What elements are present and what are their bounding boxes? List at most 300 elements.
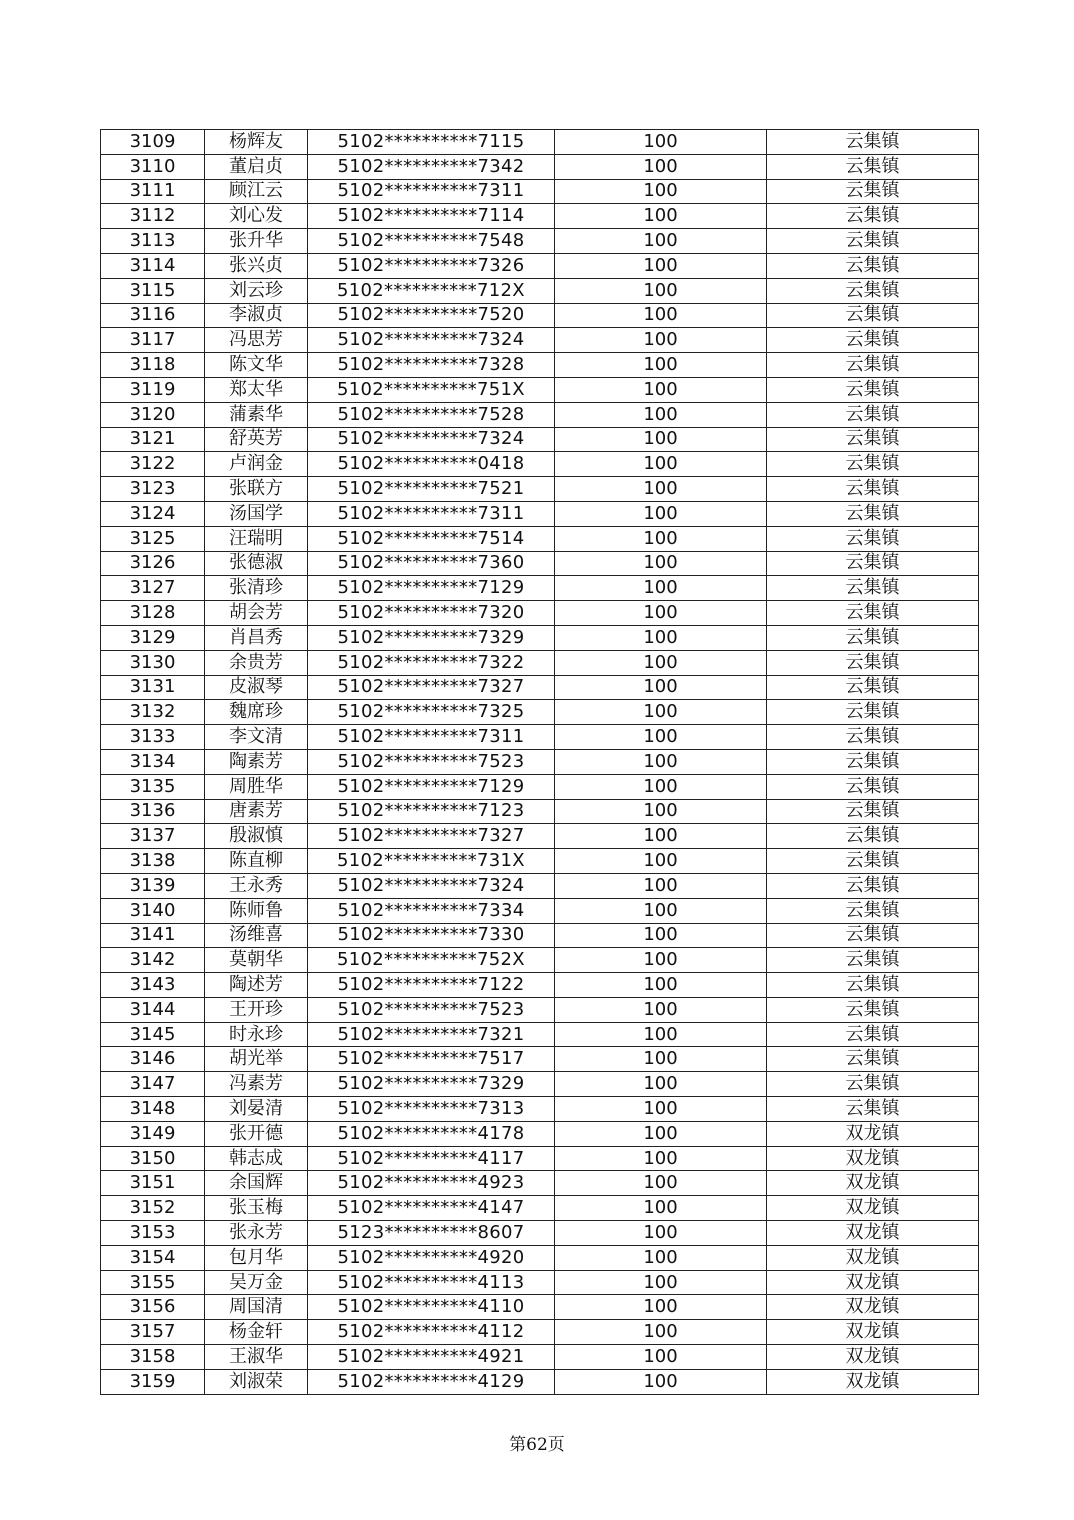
row-index-cell: 3110 xyxy=(101,154,205,179)
table-row xyxy=(101,774,979,799)
table-row xyxy=(101,229,979,254)
table-row xyxy=(101,1245,979,1270)
id-number-cell: 5102**********712X xyxy=(308,278,555,303)
row-index-cell: 3141 xyxy=(101,923,205,948)
amount-cell: 100 xyxy=(555,1047,767,1072)
name-cell: 张永芳 xyxy=(205,1221,308,1246)
amount-cell: 100 xyxy=(555,1022,767,1047)
table-row xyxy=(101,749,979,774)
row-index-cell: 3146 xyxy=(101,1047,205,1072)
name-cell: 汤国学 xyxy=(205,501,308,526)
amount-cell: 100 xyxy=(555,204,767,229)
table-row xyxy=(101,1221,979,1246)
amount-cell: 100 xyxy=(555,353,767,378)
row-index-cell: 3153 xyxy=(101,1221,205,1246)
table-row xyxy=(101,1097,979,1122)
name-cell: 张升华 xyxy=(205,229,308,254)
town-cell: 双龙镇 xyxy=(767,1369,979,1394)
table-row xyxy=(101,1146,979,1171)
amount-cell: 100 xyxy=(555,427,767,452)
row-index-cell: 3150 xyxy=(101,1146,205,1171)
id-number-cell: 5102**********7514 xyxy=(308,526,555,551)
amount-cell: 100 xyxy=(555,997,767,1022)
id-number-cell: 5102**********7114 xyxy=(308,204,555,229)
table-row xyxy=(101,700,979,725)
table-row xyxy=(101,799,979,824)
name-cell: 张兴贞 xyxy=(205,253,308,278)
town-cell: 双龙镇 xyxy=(767,1345,979,1370)
amount-cell: 100 xyxy=(555,402,767,427)
id-number-cell: 5102**********7325 xyxy=(308,700,555,725)
id-number-cell: 5102**********7342 xyxy=(308,154,555,179)
row-index-cell: 3117 xyxy=(101,328,205,353)
amount-cell: 100 xyxy=(555,328,767,353)
table-row xyxy=(101,675,979,700)
name-cell: 莫朝华 xyxy=(205,948,308,973)
name-cell: 胡会芳 xyxy=(205,601,308,626)
amount-cell: 100 xyxy=(555,1295,767,1320)
row-index-cell: 3116 xyxy=(101,303,205,328)
row-index-cell: 3142 xyxy=(101,948,205,973)
table-row xyxy=(101,873,979,898)
name-cell: 汤维喜 xyxy=(205,923,308,948)
id-number-cell: 5102**********7548 xyxy=(308,229,555,254)
table-row xyxy=(101,303,979,328)
roster-table-body xyxy=(101,130,979,1395)
page-number: 第62页 xyxy=(509,1435,565,1455)
name-cell: 肖昌秀 xyxy=(205,625,308,650)
town-cell: 云集镇 xyxy=(767,576,979,601)
row-index-cell: 3138 xyxy=(101,849,205,874)
name-cell: 刘心发 xyxy=(205,204,308,229)
table-row xyxy=(101,1369,979,1394)
row-index-cell: 3154 xyxy=(101,1245,205,1270)
town-cell: 云集镇 xyxy=(767,427,979,452)
name-cell: 张德淑 xyxy=(205,551,308,576)
id-number-cell: 5102**********7324 xyxy=(308,873,555,898)
amount-cell: 100 xyxy=(555,873,767,898)
name-cell: 殷淑慎 xyxy=(205,824,308,849)
id-number-cell: 5102**********7322 xyxy=(308,650,555,675)
name-cell: 冯素芳 xyxy=(205,1072,308,1097)
town-cell: 云集镇 xyxy=(767,452,979,477)
name-cell: 张开德 xyxy=(205,1121,308,1146)
table-row xyxy=(101,204,979,229)
town-cell: 云集镇 xyxy=(767,1047,979,1072)
town-cell: 云集镇 xyxy=(767,229,979,254)
amount-cell: 100 xyxy=(555,1171,767,1196)
row-index-cell: 3130 xyxy=(101,650,205,675)
town-cell: 云集镇 xyxy=(767,328,979,353)
row-index-cell: 3149 xyxy=(101,1121,205,1146)
town-cell: 云集镇 xyxy=(767,501,979,526)
table-row xyxy=(101,898,979,923)
amount-cell: 100 xyxy=(555,749,767,774)
amount-cell: 100 xyxy=(555,849,767,874)
town-cell: 云集镇 xyxy=(767,1097,979,1122)
table-row xyxy=(101,601,979,626)
amount-cell: 100 xyxy=(555,700,767,725)
id-number-cell: 5102**********7329 xyxy=(308,1072,555,1097)
row-index-cell: 3109 xyxy=(101,130,205,155)
id-number-cell: 5102**********7311 xyxy=(308,725,555,750)
amount-cell: 100 xyxy=(555,774,767,799)
table-row xyxy=(101,725,979,750)
name-cell: 张联方 xyxy=(205,477,308,502)
amount-cell: 100 xyxy=(555,898,767,923)
table-row xyxy=(101,154,979,179)
town-cell: 云集镇 xyxy=(767,303,979,328)
id-number-cell: 5102**********7122 xyxy=(308,973,555,998)
row-index-cell: 3125 xyxy=(101,526,205,551)
town-cell: 云集镇 xyxy=(767,749,979,774)
name-cell: 陶述芳 xyxy=(205,973,308,998)
name-cell: 蒲素华 xyxy=(205,402,308,427)
name-cell: 吴万金 xyxy=(205,1270,308,1295)
name-cell: 李淑贞 xyxy=(205,303,308,328)
amount-cell: 100 xyxy=(555,1320,767,1345)
id-number-cell: 5102**********7320 xyxy=(308,601,555,626)
id-number-cell: 5102**********7327 xyxy=(308,824,555,849)
name-cell: 张清珍 xyxy=(205,576,308,601)
town-cell: 云集镇 xyxy=(767,997,979,1022)
row-index-cell: 3155 xyxy=(101,1270,205,1295)
amount-cell: 100 xyxy=(555,725,767,750)
amount-cell: 100 xyxy=(555,973,767,998)
town-cell: 云集镇 xyxy=(767,1022,979,1047)
town-cell: 云集镇 xyxy=(767,353,979,378)
table-row xyxy=(101,402,979,427)
amount-cell: 100 xyxy=(555,1097,767,1122)
amount-cell: 100 xyxy=(555,551,767,576)
row-index-cell: 3134 xyxy=(101,749,205,774)
amount-cell: 100 xyxy=(555,1221,767,1246)
name-cell: 王开珍 xyxy=(205,997,308,1022)
row-index-cell: 3111 xyxy=(101,179,205,204)
id-number-cell: 5102**********7324 xyxy=(308,328,555,353)
name-cell: 皮淑琴 xyxy=(205,675,308,700)
id-number-cell: 5102**********7311 xyxy=(308,179,555,204)
id-number-cell: 5102**********4110 xyxy=(308,1295,555,1320)
name-cell: 刘云珍 xyxy=(205,278,308,303)
id-number-cell: 5102**********7520 xyxy=(308,303,555,328)
town-cell: 云集镇 xyxy=(767,873,979,898)
table-row xyxy=(101,526,979,551)
id-number-cell: 5102**********7129 xyxy=(308,576,555,601)
name-cell: 魏席珍 xyxy=(205,700,308,725)
amount-cell: 100 xyxy=(555,154,767,179)
amount-cell: 100 xyxy=(555,278,767,303)
table-row xyxy=(101,452,979,477)
name-cell: 李文清 xyxy=(205,725,308,750)
row-index-cell: 3119 xyxy=(101,377,205,402)
id-number-cell: 5102**********7528 xyxy=(308,402,555,427)
table-row xyxy=(101,1196,979,1221)
name-cell: 卢润金 xyxy=(205,452,308,477)
id-number-cell: 5102**********7523 xyxy=(308,997,555,1022)
town-cell: 云集镇 xyxy=(767,154,979,179)
town-cell: 云集镇 xyxy=(767,948,979,973)
name-cell: 陈师鲁 xyxy=(205,898,308,923)
table-row xyxy=(101,427,979,452)
amount-cell: 100 xyxy=(555,923,767,948)
row-index-cell: 3148 xyxy=(101,1097,205,1122)
row-index-cell: 3145 xyxy=(101,1022,205,1047)
name-cell: 时永珍 xyxy=(205,1022,308,1047)
row-index-cell: 3129 xyxy=(101,625,205,650)
town-cell: 双龙镇 xyxy=(767,1245,979,1270)
amount-cell: 100 xyxy=(555,675,767,700)
name-cell: 冯思芳 xyxy=(205,328,308,353)
table-row xyxy=(101,377,979,402)
table-row xyxy=(101,1270,979,1295)
amount-cell: 100 xyxy=(555,1270,767,1295)
table-row xyxy=(101,1171,979,1196)
table-row xyxy=(101,997,979,1022)
row-index-cell: 3127 xyxy=(101,576,205,601)
row-index-cell: 3137 xyxy=(101,824,205,849)
name-cell: 王永秀 xyxy=(205,873,308,898)
table-row xyxy=(101,923,979,948)
town-cell: 云集镇 xyxy=(767,1072,979,1097)
amount-cell: 100 xyxy=(555,477,767,502)
id-number-cell: 5102**********7360 xyxy=(308,551,555,576)
town-cell: 云集镇 xyxy=(767,725,979,750)
amount-cell: 100 xyxy=(555,948,767,973)
row-index-cell: 3135 xyxy=(101,774,205,799)
town-cell: 云集镇 xyxy=(767,898,979,923)
town-cell: 云集镇 xyxy=(767,799,979,824)
amount-cell: 100 xyxy=(555,1121,767,1146)
amount-cell: 100 xyxy=(555,179,767,204)
id-number-cell: 5102**********7328 xyxy=(308,353,555,378)
table-row xyxy=(101,253,979,278)
town-cell: 双龙镇 xyxy=(767,1171,979,1196)
row-index-cell: 3128 xyxy=(101,601,205,626)
town-cell: 云集镇 xyxy=(767,625,979,650)
amount-cell: 100 xyxy=(555,1345,767,1370)
town-cell: 云集镇 xyxy=(767,849,979,874)
table-row xyxy=(101,1022,979,1047)
town-cell: 云集镇 xyxy=(767,204,979,229)
town-cell: 双龙镇 xyxy=(767,1146,979,1171)
id-number-cell: 5102**********7517 xyxy=(308,1047,555,1072)
id-number-cell: 5102**********7326 xyxy=(308,253,555,278)
row-index-cell: 3139 xyxy=(101,873,205,898)
id-number-cell: 5102**********7327 xyxy=(308,675,555,700)
name-cell: 余贵芳 xyxy=(205,650,308,675)
id-number-cell: 5102**********0418 xyxy=(308,452,555,477)
id-number-cell: 5102**********7321 xyxy=(308,1022,555,1047)
town-cell: 云集镇 xyxy=(767,253,979,278)
town-cell: 云集镇 xyxy=(767,130,979,155)
amount-cell: 100 xyxy=(555,377,767,402)
town-cell: 云集镇 xyxy=(767,526,979,551)
id-number-cell: 5102**********7334 xyxy=(308,898,555,923)
row-index-cell: 3157 xyxy=(101,1320,205,1345)
table-row xyxy=(101,973,979,998)
table-row xyxy=(101,1047,979,1072)
town-cell: 云集镇 xyxy=(767,278,979,303)
table-row xyxy=(101,328,979,353)
amount-cell: 100 xyxy=(555,799,767,824)
row-index-cell: 3152 xyxy=(101,1196,205,1221)
table-row xyxy=(101,576,979,601)
table-row xyxy=(101,1072,979,1097)
town-cell: 双龙镇 xyxy=(767,1196,979,1221)
amount-cell: 100 xyxy=(555,824,767,849)
name-cell: 胡光举 xyxy=(205,1047,308,1072)
town-cell: 双龙镇 xyxy=(767,1221,979,1246)
town-cell: 双龙镇 xyxy=(767,1295,979,1320)
row-index-cell: 3120 xyxy=(101,402,205,427)
table-row xyxy=(101,1320,979,1345)
amount-cell: 100 xyxy=(555,452,767,477)
id-number-cell: 5102**********7123 xyxy=(308,799,555,824)
town-cell: 云集镇 xyxy=(767,650,979,675)
table-row xyxy=(101,278,979,303)
table-row xyxy=(101,130,979,155)
row-index-cell: 3118 xyxy=(101,353,205,378)
town-cell: 云集镇 xyxy=(767,377,979,402)
row-index-cell: 3144 xyxy=(101,997,205,1022)
row-index-cell: 3159 xyxy=(101,1369,205,1394)
amount-cell: 100 xyxy=(555,253,767,278)
name-cell: 余国辉 xyxy=(205,1171,308,1196)
id-number-cell: 5102**********7329 xyxy=(308,625,555,650)
id-number-cell: 5102**********7313 xyxy=(308,1097,555,1122)
name-cell: 周国清 xyxy=(205,1295,308,1320)
table-row xyxy=(101,353,979,378)
town-cell: 双龙镇 xyxy=(767,1320,979,1345)
town-cell: 云集镇 xyxy=(767,824,979,849)
id-number-cell: 5123**********8607 xyxy=(308,1221,555,1246)
town-cell: 云集镇 xyxy=(767,477,979,502)
row-index-cell: 3113 xyxy=(101,229,205,254)
id-number-cell: 5102**********731X xyxy=(308,849,555,874)
amount-cell: 100 xyxy=(555,601,767,626)
table-row xyxy=(101,948,979,973)
row-index-cell: 3126 xyxy=(101,551,205,576)
row-index-cell: 3114 xyxy=(101,253,205,278)
id-number-cell: 5102**********7521 xyxy=(308,477,555,502)
town-cell: 云集镇 xyxy=(767,973,979,998)
name-cell: 张玉梅 xyxy=(205,1196,308,1221)
id-number-cell: 5102**********7129 xyxy=(308,774,555,799)
name-cell: 刘淑荣 xyxy=(205,1369,308,1394)
town-cell: 云集镇 xyxy=(767,923,979,948)
id-number-cell: 5102**********751X xyxy=(308,377,555,402)
row-index-cell: 3121 xyxy=(101,427,205,452)
id-number-cell: 5102**********4129 xyxy=(308,1369,555,1394)
id-number-cell: 5102**********4112 xyxy=(308,1320,555,1345)
amount-cell: 100 xyxy=(555,130,767,155)
amount-cell: 100 xyxy=(555,229,767,254)
amount-cell: 100 xyxy=(555,576,767,601)
row-index-cell: 3124 xyxy=(101,501,205,526)
id-number-cell: 5102**********4147 xyxy=(308,1196,555,1221)
id-number-cell: 5102**********4178 xyxy=(308,1121,555,1146)
table-row xyxy=(101,501,979,526)
row-index-cell: 3158 xyxy=(101,1345,205,1370)
name-cell: 陈直柳 xyxy=(205,849,308,874)
amount-cell: 100 xyxy=(555,625,767,650)
amount-cell: 100 xyxy=(555,650,767,675)
town-cell: 双龙镇 xyxy=(767,1270,979,1295)
amount-cell: 100 xyxy=(555,1245,767,1270)
name-cell: 陈文华 xyxy=(205,353,308,378)
id-number-cell: 5102**********752X xyxy=(308,948,555,973)
row-index-cell: 3136 xyxy=(101,799,205,824)
town-cell: 云集镇 xyxy=(767,402,979,427)
id-number-cell: 5102**********7311 xyxy=(308,501,555,526)
row-index-cell: 3140 xyxy=(101,898,205,923)
row-index-cell: 3131 xyxy=(101,675,205,700)
name-cell: 顾江云 xyxy=(205,179,308,204)
name-cell: 唐素芳 xyxy=(205,799,308,824)
id-number-cell: 5102**********7115 xyxy=(308,130,555,155)
row-index-cell: 3156 xyxy=(101,1295,205,1320)
table-row xyxy=(101,477,979,502)
name-cell: 韩志成 xyxy=(205,1146,308,1171)
table-row xyxy=(101,849,979,874)
name-cell: 郑太华 xyxy=(205,377,308,402)
id-number-cell: 5102**********4920 xyxy=(308,1245,555,1270)
amount-cell: 100 xyxy=(555,1146,767,1171)
table-row xyxy=(101,1295,979,1320)
id-number-cell: 5102**********4923 xyxy=(308,1171,555,1196)
name-cell: 包月华 xyxy=(205,1245,308,1270)
id-number-cell: 5102**********7324 xyxy=(308,427,555,452)
name-cell: 刘晏清 xyxy=(205,1097,308,1122)
name-cell: 杨金轩 xyxy=(205,1320,308,1345)
roster-table xyxy=(100,129,979,1395)
town-cell: 云集镇 xyxy=(767,675,979,700)
table-row xyxy=(101,179,979,204)
town-cell: 云集镇 xyxy=(767,700,979,725)
id-number-cell: 5102**********7330 xyxy=(308,923,555,948)
id-number-cell: 5102**********4113 xyxy=(308,1270,555,1295)
amount-cell: 100 xyxy=(555,303,767,328)
town-cell: 双龙镇 xyxy=(767,1121,979,1146)
row-index-cell: 3112 xyxy=(101,204,205,229)
town-cell: 云集镇 xyxy=(767,774,979,799)
row-index-cell: 3133 xyxy=(101,725,205,750)
row-index-cell: 3143 xyxy=(101,973,205,998)
town-cell: 云集镇 xyxy=(767,601,979,626)
town-cell: 云集镇 xyxy=(767,179,979,204)
amount-cell: 100 xyxy=(555,1072,767,1097)
row-index-cell: 3123 xyxy=(101,477,205,502)
table-row xyxy=(101,1345,979,1370)
amount-cell: 100 xyxy=(555,1369,767,1394)
amount-cell: 100 xyxy=(555,501,767,526)
row-index-cell: 3147 xyxy=(101,1072,205,1097)
row-index-cell: 3115 xyxy=(101,278,205,303)
name-cell: 王淑华 xyxy=(205,1345,308,1370)
table-row xyxy=(101,1121,979,1146)
table-row xyxy=(101,625,979,650)
name-cell: 陶素芳 xyxy=(205,749,308,774)
row-index-cell: 3122 xyxy=(101,452,205,477)
id-number-cell: 5102**********7523 xyxy=(308,749,555,774)
name-cell: 董启贞 xyxy=(205,154,308,179)
name-cell: 杨辉友 xyxy=(205,130,308,155)
id-number-cell: 5102**********4117 xyxy=(308,1146,555,1171)
amount-cell: 100 xyxy=(555,526,767,551)
name-cell: 周胜华 xyxy=(205,774,308,799)
row-index-cell: 3151 xyxy=(101,1171,205,1196)
